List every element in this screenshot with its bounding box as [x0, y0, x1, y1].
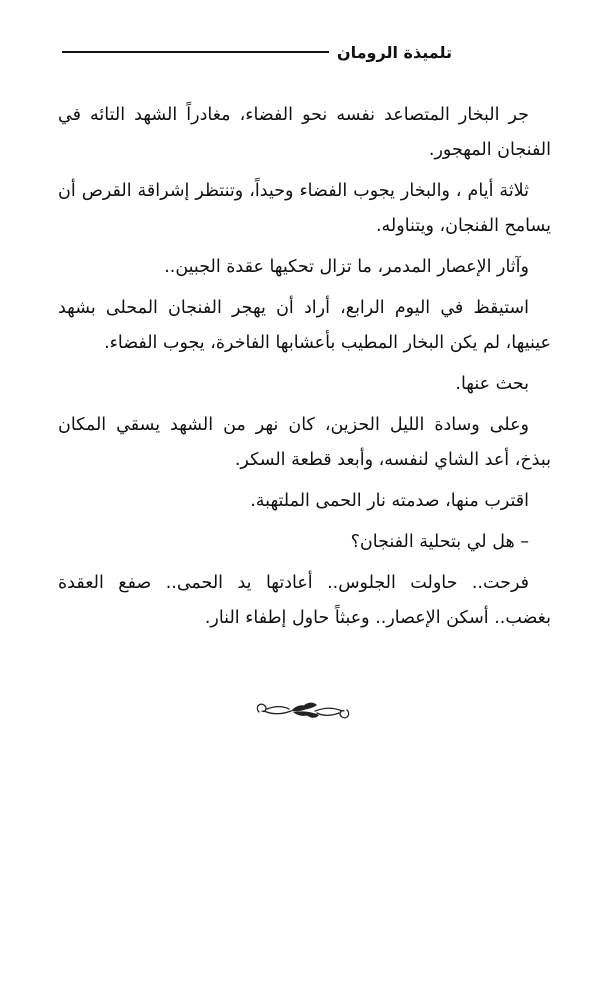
- running-header: [62, 38, 452, 66]
- running-header-title: تلميذة الرومان: [336, 42, 452, 62]
- paragraph: فرحت.. حاولت الجلوس.. أعادتها يد الحمى.. صفع العقدة بغضب.. أسكن الإعصار.. وعبثاً حاول إطفاء النار.: [58, 573, 551, 628]
- paragraph: اقترب منها، صدمته نار الحمى الملتهبة.: [250, 491, 529, 511]
- paragraph: بحث عنها.: [455, 374, 529, 394]
- paragraph: جر البخار المتصاعد نفسه نحو الفضاء، مغادراً الشهد التائه في الفنجان المهجور.: [58, 105, 551, 160]
- paragraph: ثلاثة أيام ، والبخار يجوب الفضاء وحيداً، وتنتظر إشراقة القرص أن يسامح الفنجان، ويتناوله.: [58, 181, 551, 236]
- story-text: [58, 98, 551, 642]
- floral-divider-icon: [253, 696, 353, 726]
- dialogue-line: – هل لي بتحلية الفنجان؟: [350, 532, 529, 552]
- paragraph: وآثار الإعصار المدمر، ما تزال تحكيها عقدة الجبين..: [164, 257, 529, 277]
- paragraph: استيقظ في اليوم الرابع، أراد أن يهجر الفنجان المحلى بشهد عينيها، لم يكن البخار المطيب بأعشابها الفاخرة، يجوب الفضاء.: [58, 298, 551, 353]
- header-rule: [62, 51, 329, 53]
- paragraph: وعلى وسادة الليل الحزين، كان نهر من الشهد يسقي المكان ببذخ، أعد الشاي لنفسه، وأبعد قطعة السكر.: [58, 415, 551, 470]
